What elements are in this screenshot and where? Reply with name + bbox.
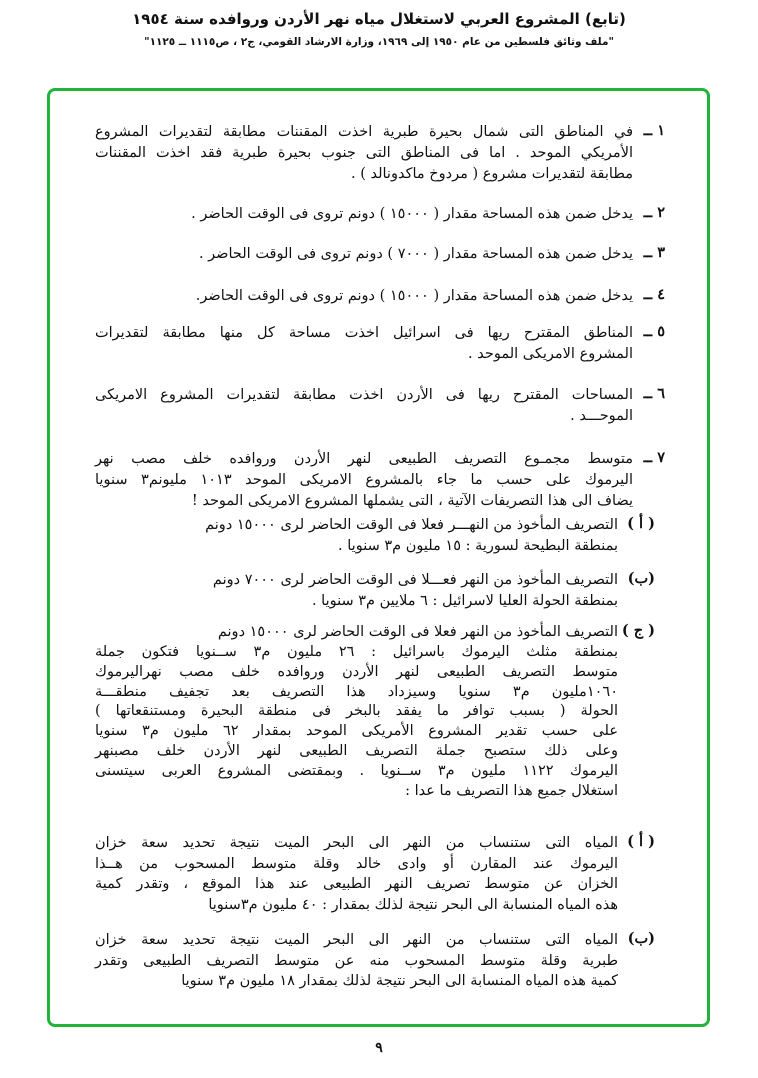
text-line: متوسط التصريف الطبيعى لنهر الأردن وروافده خلف مصب نهراليرموك [95, 663, 618, 680]
text-line: اليرموك ١١٢٢ مليون م٣ ســنويا . وبمقتضى المشروع العربى سيتسنى [95, 762, 618, 779]
paragraph [95, 204, 633, 225]
text-line: على حسب تقدير المشروع الأمريكى الموحد بمقدار ٦٢ مليون م٣ سنويا [95, 723, 618, 740]
text-line: المياه التى ستنساب من النهر الى البحر الميت نتيجة تحديد سعة خزان [95, 835, 618, 851]
text-line: الأمريكي الموحد . اما فى المناطق التى جنوب بحيرة طبرية فقد اخذت المقننات [95, 145, 633, 161]
paragraph [95, 122, 633, 185]
paragraph [95, 515, 618, 536]
text-line: اليرموك على حسب ما جاء بالمشروع الامريكى الموحد ١٠١٣ مليونم٣ سنويا [95, 472, 633, 488]
text-line: في المناطق التى شمال بحيرة طبرية اخذت المقننات مطابقة لتقديرات المشروع [95, 124, 633, 140]
text-line: الخزان عن متوسط تصريف النهر الطبيعى عند هذا الموقع ، وتقدر كمية [95, 876, 618, 892]
text-line: التصريف المأخوذ من النهر فعـــلا فى الوقت الحاضر لرى ٧٠٠٠ دونم [212, 572, 618, 588]
text-line: التصريف المأخوذ من النهـــر فعلا فى الوقت الحاضر لرى ١٥٠٠٠ دونم [205, 517, 618, 533]
item-number: ٤ ــ [643, 286, 665, 303]
item-number: ١ ــ [643, 122, 665, 139]
text-line: يدخل ضمن هذه المساحة مقدار ( ١٥٠٠٠ ) دونم تروى فى الوقت الحاضر . [191, 206, 633, 222]
paragraph [95, 323, 633, 365]
text-line: الموحـــد . [570, 408, 633, 424]
text-line: المناطق المقترح ريها فى اسرائيل اخذت مساحة كل منها مطابقة لتقديرات [95, 325, 633, 341]
sub-item-label: (ب) [627, 930, 655, 947]
text-line: استغلال جميع هذا التصريف ما عدا : [405, 782, 618, 799]
paragraph [95, 385, 633, 427]
text-line: المشروع الامريكى الموحد . [468, 346, 633, 362]
document-source: "ملف وثائق فلسطين من عام ١٩٥٠ إلى ١٩٦٩، وزارة الارشاد القومي، ج٢ ، ص١١١٥ ــ ١١٢٥" [144, 36, 614, 48]
text-line: المساحات المقترح ريها فى الأردن اخذت مطابقة لتقديرات المشروع الامريكى [95, 387, 633, 403]
paragraph [95, 622, 618, 643]
item-number: ٣ ــ [643, 244, 665, 261]
text-line: مطابقة لتقديرات مشروع ( مردوخ ماكدونالد ) . [351, 166, 633, 182]
item-number: ٥ ــ [643, 323, 665, 340]
paragraph [95, 536, 618, 557]
text-line: بمنطقة الحولة العليا لاسرائيل : ٦ ملايين م٣ سنويا . [311, 593, 618, 609]
text-line: هذه المياه المنسابة الى البحر نتيجة لذلك بمقدار : ٤٠ مليون م٣سنويا [208, 896, 618, 913]
sub-item-label: ( أ ) [627, 515, 655, 532]
text-line: التصريف المأخوذ من النهر فعلا فى الوقت الحاضر لرى ١٥٠٠٠ دونم [217, 624, 618, 640]
page-number: ٩ [375, 1040, 383, 1056]
text-line: كمية هذه المياه المنسابة الى البحر نتيجة لذلك بمقدار ١٨ مليون م٣ سنويا [181, 973, 618, 989]
paragraph [95, 833, 618, 915]
text-line: متوسط مجمـوع التصريف الطبيعى لنهر الأردن وروافده خلف مصب نهر [95, 451, 633, 467]
paragraph [95, 286, 633, 307]
text-line: يضاف الى هذا التصريفات الآتية ، التى يشملها المشروع الامريكى الموحد ! [191, 493, 633, 509]
text-line: اليرموك عند المقارن أو وادى خالد وقلة متوسط المسحوب من هــذا [95, 855, 618, 872]
sub-item-label: ( ج ) [621, 622, 655, 639]
text-line: بمنطقة البطيحة لسورية : ١٥ مليون م٣ سنويا . [338, 538, 618, 554]
document-title: (تابع) المشروع العربي لاستغلال مياه نهر الأردن وروافده سنة ١٩٥٤ [132, 10, 626, 28]
text-line: ١٠٦٠مليون م٣ سنويا وسيزداد هذا التصريف بعد تجفيف منطقـــة [95, 683, 618, 700]
paragraph [95, 244, 633, 265]
paragraph [95, 449, 633, 512]
paragraph [95, 643, 618, 801]
text-line: طبرية وقلة متوسط المسحوب منه عن متوسط التصريف الطبيعى وتقدر [95, 952, 618, 969]
paragraph [95, 591, 618, 612]
paragraph [95, 930, 618, 992]
sub-item-label: ( أ ) [627, 833, 655, 850]
item-number: ٦ ــ [643, 385, 665, 402]
item-number: ٧ ــ [643, 449, 665, 466]
text-line: المياه التى ستنساب من النهر الى البحر الميت نتيجة تحديد سعة خزان [95, 932, 618, 948]
paragraph [95, 570, 618, 591]
text-line: بمنطقة مثلث اليرموك باسرائيل : ٢٦ مليون م٣ ســنويا فتكون جملة [95, 644, 619, 660]
text-line: يدخل ضمن هذه المساحة مقدار ( ٧٠٠٠ ) دونم تروى فى الوقت الحاضر . [198, 246, 633, 262]
text-line: يدخل ضمن هذه المساحة مقدار ( ١٥٠٠٠ ) دونم تروى فى الوقت الحاضر. [195, 288, 633, 304]
text-line: وعلى ذلك ستصبح جملة التصريف الطبيعى لنهر الأردن خلف مصبنهر [95, 742, 618, 759]
item-number: ٢ ــ [643, 204, 665, 221]
text-line: الحولة ( بسبب توافر ما يفقد بالبخر فى منطقة البحيرة ومستنقعاتها ) [95, 703, 618, 720]
sub-item-label: (ب) [627, 570, 655, 587]
